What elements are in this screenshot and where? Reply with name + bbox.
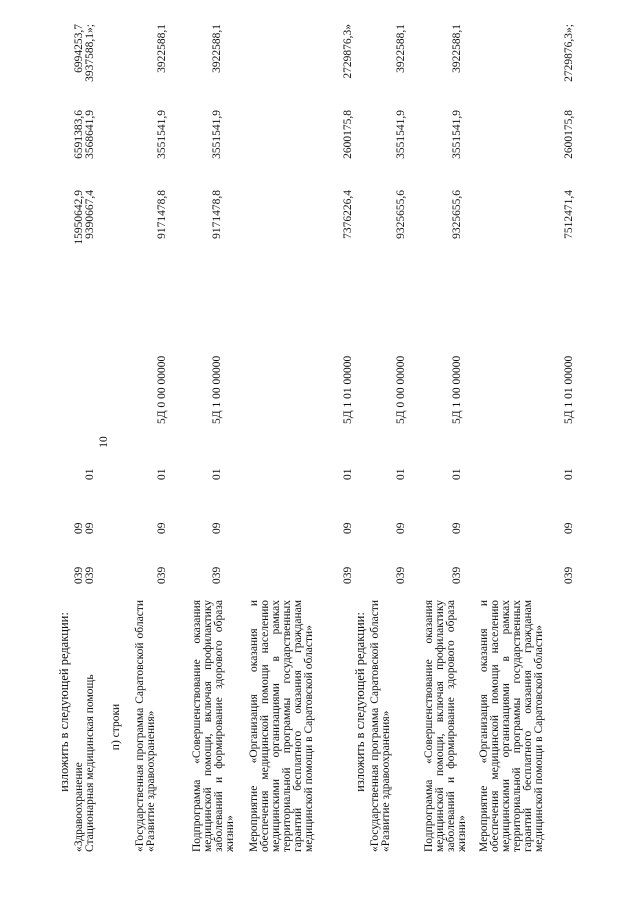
value-1: 9171478,8 — [211, 190, 223, 239]
value-3: 2729876,3» — [342, 24, 354, 79]
value-2: 2600175,8 — [563, 110, 575, 159]
subsection-code: 01 — [211, 468, 223, 480]
intro-row-name: «Здравоохранение — [73, 762, 85, 852]
row-name: Мероприятие «Организация оказания и обеспечения медицинской помощи населению медицинскими организациями в рамках территориальной программы государственных гарантий бесплатного оказания гражданам медицинской помощи в Саратовской области» — [478, 600, 545, 852]
section-code: 09 — [563, 522, 575, 534]
value-2: 2600175,8 — [342, 110, 354, 159]
ministry-code: 039 — [156, 566, 168, 584]
value-3: 3922588,1 — [395, 24, 407, 73]
rotated-table-sheet — [56, 22, 586, 852]
section-heading-editorial-2: изложить в следующей редакции: — [353, 612, 367, 792]
ministry-code: 039 — [211, 566, 223, 584]
row-name: «Государственная программа Саратовской области «Развитие здравоохранения» — [369, 600, 392, 852]
intro-row-value-2: 3568641,9 — [84, 110, 96, 159]
value-2: 3551541,9 — [211, 110, 223, 159]
value-2: 3551541,9 — [395, 110, 407, 159]
section-code: 09 — [342, 522, 354, 534]
value-1: 7376226,4 — [342, 190, 354, 239]
value-2: 3551541,9 — [156, 110, 168, 159]
intro-row-ministry: 039 — [84, 566, 96, 584]
intro-row-value-3: 6994253,7 — [73, 24, 85, 73]
value-3: 2729876,3»; — [563, 24, 575, 82]
target-code: 5Д 1 00 00000 — [451, 355, 463, 424]
row-name: Мероприятие «Организация оказания и обеспечения медицинской помощи населению медицинскими организациями в рамках территориальной программы государственных гарантий бесплатного оказания гражданам медицинской помощи в Саратовской области» — [248, 600, 315, 852]
section-code: 09 — [395, 522, 407, 534]
value-2: 3551541,9 — [451, 110, 463, 159]
intro-row-ministry: 039 — [73, 566, 85, 584]
intro-section-codes — [74, 514, 96, 534]
subsection-code: 01 — [451, 468, 463, 480]
value-1: 7512471,4 — [563, 190, 575, 239]
intro-values-3 — [74, 24, 96, 106]
value-3: 3922588,1 — [451, 24, 463, 73]
value-3: 3922588,1 — [156, 24, 168, 73]
ministry-code: 039 — [395, 566, 407, 584]
target-code: 5Д 0 00 00000 — [156, 355, 168, 424]
subsection-code: 01 — [395, 468, 407, 480]
target-code: 5Д 1 01 00000 — [342, 355, 354, 424]
section-code: 09 — [451, 522, 463, 534]
value-3: 3922588,1 — [211, 24, 223, 73]
intro-row-value-1: 9390667,4 — [84, 190, 96, 239]
row-name: Подпрограмма «Совершенствование оказания медицинской помощи, включая профилактику заболеваний и формирование здорового образа жизни» — [423, 600, 468, 852]
intro-row-value-2: 6591383,6 — [73, 110, 85, 159]
ministry-code: 039 — [563, 566, 575, 584]
section-heading-editorial-1: изложить в следующей редакции: — [57, 612, 71, 792]
intro-row-value-3: 3937588,1»; — [84, 24, 96, 82]
target-code: 5Д 1 01 00000 — [563, 355, 575, 424]
subsection-code: 01 — [156, 468, 168, 480]
subsection-code: 01 — [342, 468, 354, 480]
section-code: 09 — [156, 522, 168, 534]
page-number: 10 — [98, 436, 110, 448]
value-1: 9171478,8 — [156, 190, 168, 239]
intro-row-name: Стационарная медицинская помощь — [84, 674, 96, 852]
row-name: «Государственная программа Саратовской области «Развитие здравоохранения» — [134, 600, 157, 852]
intro-row-value-1: 15950642,9 — [73, 190, 85, 245]
intro-row-section: 09 — [73, 522, 85, 534]
row-name: Подпрограмма «Совершенствование оказания медицинской помощи, включая профилактику заболеваний и формирование здорового образа жизни» — [191, 600, 236, 852]
intro-row-section: 09 — [84, 522, 96, 534]
value-1: 9325655,6 — [451, 190, 463, 239]
subsection-code: 01 — [563, 468, 575, 480]
section-code: 09 — [211, 522, 223, 534]
target-code: 5Д 1 00 00000 — [211, 355, 223, 424]
intro-ministry-codes — [74, 554, 96, 584]
intro-row-subsection: 01 — [84, 468, 96, 480]
target-code: 5Д 0 00 00000 — [395, 355, 407, 424]
ministry-code: 039 — [342, 566, 354, 584]
intro-names — [74, 592, 96, 852]
ministry-code: 039 — [451, 566, 463, 584]
intro-values-2 — [74, 110, 96, 180]
section-label: п) строки — [110, 703, 122, 751]
value-1: 9325655,6 — [395, 190, 407, 239]
intro-values-1 — [74, 190, 96, 270]
